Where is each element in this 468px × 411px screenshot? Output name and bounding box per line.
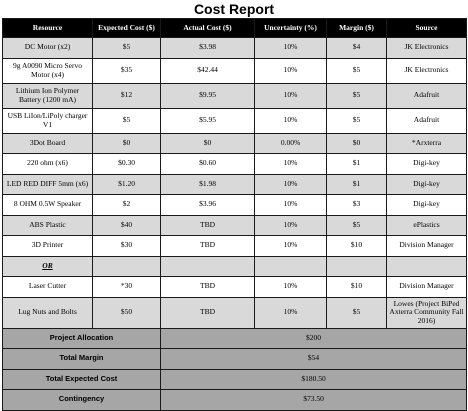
cell-uncertainty: 10% <box>255 154 327 175</box>
cell-source: Division Manager <box>387 236 467 257</box>
cell-source: Division Manager <box>387 277 467 298</box>
cell-resource-or-label: OR <box>3 256 93 277</box>
cell-uncertainty: 10% <box>255 174 327 195</box>
page-title: Cost Report <box>193 1 275 17</box>
cell-margin: $5 <box>327 83 387 108</box>
summary-label-project-allocation: Project Allocation <box>3 328 161 349</box>
cell-expected-cost: $5 <box>93 38 161 59</box>
column-header-expected-cost: Expected Cost ($) <box>93 19 161 38</box>
cell-uncertainty: 10% <box>255 83 327 108</box>
table-row <box>3 215 467 236</box>
table-row <box>3 38 467 59</box>
column-header-margin: Margin ($) <box>327 19 387 38</box>
cell-source: Lowes (Project BiPed Axterra Community Fall 2016) <box>387 297 467 328</box>
cell-expected-cost: $0 <box>93 133 161 154</box>
cell-expected-cost: $35 <box>93 58 161 83</box>
cell-resource: USB LiIon/LiPoly charger V1 <box>3 108 93 133</box>
cell-source: Adafruit <box>387 83 467 108</box>
cell-actual-cost: $0.60 <box>161 154 255 175</box>
summary-row <box>3 390 467 411</box>
cell-expected-cost: $40 <box>93 215 161 236</box>
cell-uncertainty: 10% <box>255 38 327 59</box>
cell-resource: ABS Plastic <box>3 215 93 236</box>
header-row <box>3 19 467 38</box>
cell-actual-cost: $42.44 <box>161 58 255 83</box>
table-body <box>3 38 467 329</box>
cell-source: JK Electronics <box>387 58 467 83</box>
table-row <box>3 108 467 133</box>
cell-source: Digi-key <box>387 174 467 195</box>
summary-label-total-expected-cost: Total Expected Cost <box>3 369 161 390</box>
cell-uncertainty: 10% <box>255 297 327 328</box>
cell-margin: $4 <box>327 38 387 59</box>
table-row <box>3 236 467 257</box>
column-header-resource: Resource <box>3 19 93 38</box>
cell-expected-cost: $1.20 <box>93 174 161 195</box>
table-row <box>3 58 467 83</box>
cell-margin: $0 <box>327 133 387 154</box>
table-row <box>3 277 467 298</box>
cell-uncertainty: 10% <box>255 215 327 236</box>
table-row <box>3 174 467 195</box>
cell-expected-cost: $30 <box>93 236 161 257</box>
cell-resource: 3Dot Board <box>3 133 93 154</box>
cell-actual-cost: $1.98 <box>161 174 255 195</box>
cell-expected-cost: $5 <box>93 108 161 133</box>
cell-expected-cost: $0.30 <box>93 154 161 175</box>
cell-resource: DC Motor (x2) <box>3 38 93 59</box>
cell-resource: Laser Cutter <box>3 277 93 298</box>
cell-expected-cost: *30 <box>93 277 161 298</box>
cell-margin: $1 <box>327 174 387 195</box>
cell-margin: $1 <box>327 154 387 175</box>
cell-actual-cost: TBD <box>161 236 255 257</box>
cell-margin: $5 <box>327 58 387 83</box>
cell-margin: $10 <box>327 277 387 298</box>
cell-expected-cost <box>93 256 161 277</box>
column-header-uncertainty: Uncertainty (%) <box>255 19 327 38</box>
cell-margin <box>327 256 387 277</box>
cell-resource: 8 OHM 0.5W Speaker <box>3 195 93 216</box>
cell-margin: $10 <box>327 236 387 257</box>
table-row <box>3 297 467 328</box>
table-row <box>3 154 467 175</box>
cell-actual-cost: $0 <box>161 133 255 154</box>
cell-uncertainty: 10% <box>255 58 327 83</box>
table-row <box>3 195 467 216</box>
cell-margin: $5 <box>327 108 387 133</box>
summary-row <box>3 369 467 390</box>
cell-resource: Lug Nuts and Bolts <box>3 297 93 328</box>
column-header-actual-cost: Actual Cost ($) <box>161 19 255 38</box>
cell-uncertainty: 10% <box>255 277 327 298</box>
cell-actual-cost: TBD <box>161 277 255 298</box>
cell-resource: LED RED DIFF 5mm (x6) <box>3 174 93 195</box>
summary-value-contingency: $73.50 <box>161 390 467 411</box>
column-header-source: Source <box>387 19 467 38</box>
cell-actual-cost: TBD <box>161 215 255 236</box>
cell-margin: $5 <box>327 215 387 236</box>
cell-expected-cost: $50 <box>93 297 161 328</box>
table-row <box>3 133 467 154</box>
cell-source: Digi-key <box>387 195 467 216</box>
summary-value-project-allocation: $200 <box>161 328 467 349</box>
cell-uncertainty: 0.00% <box>255 133 327 154</box>
cell-actual-cost: TBD <box>161 297 255 328</box>
cell-uncertainty <box>255 256 327 277</box>
cell-expected-cost: $2 <box>93 195 161 216</box>
cell-uncertainty: 10% <box>255 236 327 257</box>
cell-source <box>387 256 467 277</box>
cell-actual-cost: $9.95 <box>161 83 255 108</box>
cell-actual-cost: $3.96 <box>161 195 255 216</box>
cell-actual-cost: $3.98 <box>161 38 255 59</box>
cell-actual-cost <box>161 256 255 277</box>
cell-expected-cost: $12 <box>93 83 161 108</box>
cell-source: Adafruit <box>387 108 467 133</box>
cell-actual-cost: $5.95 <box>161 108 255 133</box>
cell-resource: Lithium Ion Polymer Battery (1200 mA) <box>3 83 93 108</box>
cell-margin: $3 <box>327 195 387 216</box>
summary-section <box>3 328 467 410</box>
cell-source: ePlastics <box>387 215 467 236</box>
table-row <box>3 256 467 277</box>
summary-value-total-expected-cost: $180.50 <box>161 369 467 390</box>
cell-uncertainty: 10% <box>255 108 327 133</box>
cell-resource: 9g A0090 Micro Servo Motor (x4) <box>3 58 93 83</box>
summary-label-total-margin: Total Margin <box>3 349 161 370</box>
summary-value-total-margin: $54 <box>161 349 467 370</box>
cell-resource: 3D Printer <box>3 236 93 257</box>
cell-resource: 220 ohm (x6) <box>3 154 93 175</box>
cell-source: Digi-key <box>387 154 467 175</box>
summary-row <box>3 328 467 349</box>
cell-source: *Arxterra <box>387 133 467 154</box>
table-row <box>3 83 467 108</box>
cell-margin: $5 <box>327 297 387 328</box>
cell-source: JK Electronics <box>387 38 467 59</box>
summary-row <box>3 349 467 370</box>
cell-uncertainty: 10% <box>255 195 327 216</box>
cost-report-table <box>2 18 467 411</box>
summary-label-contingency: Contingency <box>3 390 161 411</box>
